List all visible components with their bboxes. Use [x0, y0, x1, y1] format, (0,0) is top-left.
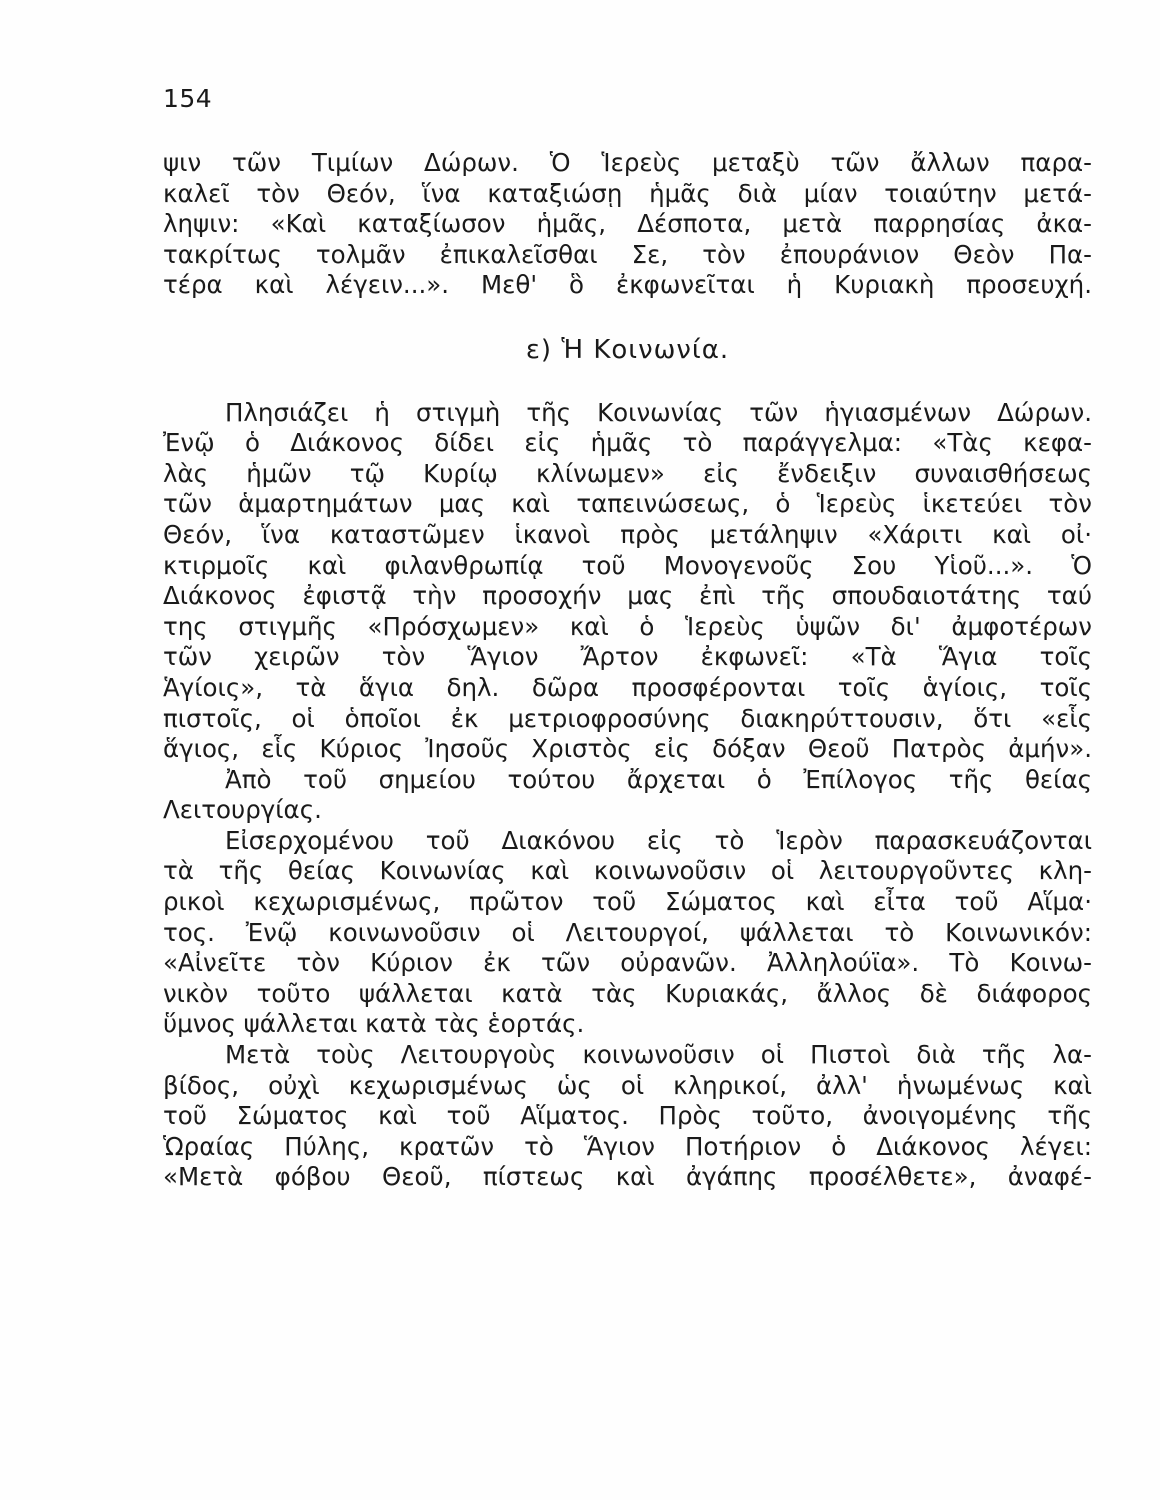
text-line: πιστοῖς, οἱ ὁποῖοι ἐκ μετριοφροσύνης διακηρύττουσιν, ὅτι «εἷς: [163, 703, 1092, 733]
text-line: τακρίτως τολμᾶν ἐπικαλεῖσθαι Σε, τὸν ἐπουράνιον Θεὸν Πα-: [163, 239, 1092, 269]
text-line: τῶν ἁμαρτημάτων μας καὶ ταπεινώσεως, ὁ Ἱερεὺς ἱκετεύει τὸν: [163, 489, 1092, 519]
text-line: Λειτουργίας.: [163, 795, 322, 825]
text-line: «Μετὰ φόβου Θεοῦ, πίστεως καὶ ἀγάπης προσέλθετε», ἀναφέ-: [163, 1162, 1092, 1192]
text-line: ρικοὶ κεχωρισμένως, πρῶτον τοῦ Σώματος καὶ εἶτα τοῦ Αἵμα·: [163, 887, 1092, 917]
body-text: [163, 148, 1092, 1193]
page-number: 154: [163, 84, 213, 113]
text-line: Διάκονος ἐφιστᾷ τὴν προσοχήν μας ἐπὶ τῆς σπουδαιοτάτης ταύ: [163, 581, 1092, 611]
text-line: Πλησιάζει ἡ στιγμὴ τῆς Κοινωνίας τῶν ἡγιασμένων Δώρων.: [225, 397, 1092, 427]
text-line: νικὸν τοῦτο ψάλλεται κατὰ τὰς Κυριακάς, ἄλλος δὲ διάφορος: [163, 978, 1092, 1008]
text-line: τος. Ἐνῷ κοινωνοῦσιν οἱ Λειτουργοί, ψάλλεται τὸ Κοινωνικόν:: [163, 917, 1092, 947]
text-line: βίδος, οὐχὶ κεχωρισμένως ὡς οἱ κληρικοί, ἀλλ' ἡνωμένως καὶ: [163, 1070, 1092, 1100]
section-title: ε) Ἡ Κοινωνία.: [525, 334, 730, 365]
text-line: ὕμνος ψάλλεται κατὰ τὰς ἑορτάς.: [163, 1009, 585, 1039]
text-line: Ἁγίοις», τὰ ἅγια δηλ. δῶρα προσφέρονται τοῖς ἁγίοις, τοῖς: [163, 672, 1092, 702]
text-line: Μετὰ τοὺς Λειτουργοὺς κοινωνοῦσιν οἱ Πιστοὶ διὰ τῆς λα-: [225, 1040, 1092, 1070]
text-line: Ἐνῷ ὁ Διάκονος δίδει εἰς ἡμᾶς τὸ παράγγελμα: «Τὰς κεφα-: [163, 428, 1092, 458]
text-line: τῶν χειρῶν τὸν Ἅγιον Ἄρτον ἐκφωνεῖ: «Τὰ Ἅγια τοῖς: [163, 642, 1092, 672]
text-line: ψιν τῶν Τιμίων Δώρων. Ὁ Ἱερεὺς μεταξὺ τῶν ἄλλων παρα-: [163, 148, 1092, 177]
text-line: Ὡραίας Πύλης, κρατῶν τὸ Ἅγιον Ποτήριον ὁ Διάκονος λέγει:: [163, 1131, 1092, 1161]
text-line: Ἀπὸ τοῦ σημείου τούτου ἄρχεται ὁ Ἐπίλογος τῆς θείας: [225, 764, 1092, 794]
text-line: τὰ τῆς θείας Κοινωνίας καὶ κοινωνοῦσιν οἱ λειτουργοῦντες κλη-: [163, 856, 1092, 886]
text-line: Εἰσερχομένου τοῦ Διακόνου εἰς τὸ Ἱερὸν παρασκευάζονται: [225, 825, 1092, 855]
text-line: λὰς ἡμῶν τῷ Κυρίῳ κλίνωμεν» εἰς ἔνδειξιν συναισθήσεως: [163, 458, 1092, 488]
text-line: ἅγιος, εἷς Κύριος Ἰησοῦς Χριστὸς εἰς δόξαν Θεοῦ Πατρὸς ἀμήν».: [163, 734, 1092, 764]
text-line: κτιρμοῖς καὶ φιλανθρωπίᾳ τοῦ Μονογενοῦς Σου Υἱοῦ...». Ὁ: [163, 550, 1092, 580]
text-line: τέρα καὶ λέγειν...». Μεθ' ὃ ἐκφωνεῖται ἡ Κυριακὴ προσευχή.: [163, 270, 1092, 300]
text-line: καλεῖ τὸν Θεόν, ἵνα καταξιώσῃ ἡμᾶς διὰ μίαν τοιαύτην μετά-: [163, 178, 1092, 208]
text-line: τοῦ Σώματος καὶ τοῦ Αἵματος. Πρὸς τοῦτο, ἀνοιγομένης τῆς: [163, 1101, 1092, 1131]
text-line: «Αἰνεῖτε τὸν Κύριον ἐκ τῶν οὐρανῶν. Ἀλληλούϊα». Τὸ Κοινω-: [163, 948, 1092, 978]
text-line: Θεόν, ἵνα καταστῶμεν ἱκανοὶ πρὸς μετάληψιν «Χάριτι καὶ οἰ·: [163, 519, 1092, 549]
text-line: της στιγμῆς «Πρόσχωμεν» καὶ ὁ Ἱερεὺς ὑψῶν δι' ἀμφοτέρων: [163, 611, 1092, 641]
text-line: ληψιν: «Καὶ καταξίωσον ἡμᾶς, Δέσποτα, μετὰ παρρησίας ἀκα-: [163, 209, 1092, 239]
